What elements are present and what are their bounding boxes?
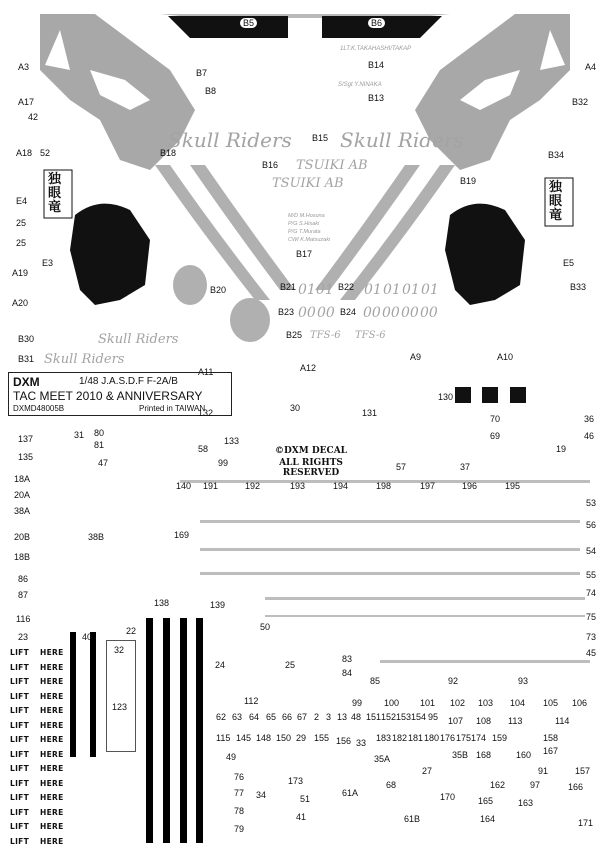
decal-label: 162: [490, 780, 506, 790]
decal-label: 57: [396, 462, 407, 472]
aircraft-number: 01: [402, 282, 420, 298]
decal-label: 108: [476, 716, 492, 726]
decal-label: 31: [74, 430, 85, 440]
decal-label: B21: [280, 282, 297, 292]
decal-label: 106: [572, 698, 588, 708]
decal-label: 45: [586, 648, 597, 658]
here-label: HERE: [40, 662, 64, 672]
decal-label: 53: [586, 498, 597, 508]
aircraft-number: 01: [421, 282, 439, 298]
decal-label: 116: [16, 614, 31, 624]
decal-label: A17: [18, 97, 35, 107]
lift-label: LIFT: [10, 793, 30, 802]
decal-label: 49: [226, 752, 237, 762]
kanji-right: 独眼竜: [549, 180, 563, 223]
origin-line: Printed in TAIWAN: [139, 404, 206, 413]
decal-label: 115: [216, 733, 231, 743]
decal-label: 175: [456, 733, 472, 743]
decal-label: B24: [340, 307, 357, 317]
decal-label: B23: [278, 307, 295, 317]
kanji-left: 独眼竜: [48, 172, 62, 215]
decal-label: 181: [408, 733, 424, 743]
decal-label: 145: [236, 733, 252, 743]
here-label: HERE: [40, 778, 64, 788]
decal-label: 102: [450, 698, 466, 708]
decal-label: 167: [543, 746, 559, 756]
crew-line: P/G S.Hisaki: [288, 221, 320, 227]
decal-label: 23: [18, 632, 29, 642]
decal-label: B30: [18, 334, 35, 344]
decal-label: 160: [516, 750, 532, 760]
decal-label: 86: [18, 574, 29, 584]
here-label: HERE: [40, 749, 64, 759]
decal-label: 2: [314, 712, 320, 722]
decal-label: 84: [342, 668, 353, 678]
decal-label: 70: [490, 414, 501, 424]
lift-label: LIFT: [10, 764, 30, 773]
decal-label: 38B: [88, 532, 105, 542]
decal-label: A4: [585, 62, 597, 72]
decal-label: 138: [154, 598, 170, 608]
dxm-logo: DXM: [13, 375, 40, 389]
decal-label: 18A: [14, 474, 31, 484]
lift-label: LIFT: [10, 648, 30, 657]
decal-label: 140: [176, 481, 192, 491]
lift-label: LIFT: [10, 720, 30, 730]
aircraft-number: 01: [298, 282, 316, 298]
decal-label: B22: [338, 282, 355, 292]
decal-label: B5: [240, 18, 257, 28]
decal-label: A11: [198, 367, 214, 377]
decal-label: A3: [18, 62, 30, 72]
decal-label: 27: [422, 766, 433, 776]
decal-label: 25: [16, 218, 27, 228]
decal-label: 19: [556, 444, 567, 454]
decal-label: 180: [424, 733, 440, 743]
here-label: HERE: [40, 735, 64, 744]
decal-label: 95: [428, 712, 439, 722]
stripe-frame: [106, 640, 136, 752]
decal-label: 69: [490, 431, 501, 441]
decal-label: 74: [586, 588, 597, 598]
decal-label: 63: [232, 712, 243, 722]
decal-label: 65: [266, 712, 277, 722]
decal-label: 55: [586, 570, 597, 580]
decal-label: 100: [384, 698, 400, 708]
decal-label: 54: [586, 546, 597, 556]
decal-label: 154: [411, 712, 427, 722]
decal-label: 68: [386, 780, 397, 790]
decal-label: 47: [98, 458, 109, 468]
decal-label: 75: [586, 612, 597, 622]
aircraft-number: 00: [420, 305, 438, 321]
decal-label: 148: [256, 733, 272, 743]
decal-label: 176: [440, 733, 456, 743]
decal-label: 32: [114, 645, 125, 655]
decal-label: E3: [42, 258, 54, 268]
decal-label: 52: [40, 148, 51, 158]
decal-label: 83: [342, 654, 353, 664]
decal-label: 139: [210, 600, 226, 610]
lift-label: LIFT: [10, 778, 30, 788]
decal-label: B7: [196, 68, 208, 78]
decal-label: 164: [480, 814, 496, 824]
decal-label: 81: [94, 440, 105, 450]
decal-label: 132: [198, 408, 214, 418]
decal-label: 73: [586, 632, 597, 642]
crew-line: CWI K.Matsuzaki: [288, 237, 331, 243]
aircraft-number: 00: [382, 305, 400, 321]
decal-label: B19: [460, 176, 477, 186]
decal-label: B34: [548, 150, 565, 160]
decal-label: 170: [440, 792, 456, 802]
decal-label: 131: [362, 408, 378, 418]
decal-label: 36: [584, 414, 595, 424]
aircraft-number: 00: [298, 305, 316, 321]
decal-label: 196: [462, 481, 478, 491]
decal-label: B16: [262, 160, 279, 170]
decal-label: 158: [543, 733, 559, 743]
decal-label: 101: [420, 698, 436, 708]
here-label: HERE: [40, 648, 64, 657]
decal-label: B15: [312, 133, 329, 143]
decal-label: B31: [18, 354, 35, 364]
decal-label: B20: [210, 285, 227, 295]
decal-label: B6: [368, 18, 385, 28]
scale-line: 1/48 J.A.S.D.F F-2A/B: [79, 376, 178, 387]
decal-label: 48: [351, 712, 362, 722]
tsuiki-line1: TSUIKI AB: [296, 158, 368, 173]
decal-label: 150: [276, 733, 292, 743]
decal-label: 85: [370, 676, 381, 686]
lift-label: LIFT: [10, 749, 30, 759]
aircraft-number: 01: [383, 282, 401, 298]
decal-label: 191: [203, 481, 219, 491]
lift-label: LIFT: [10, 807, 30, 817]
aircraft-number: 01: [364, 282, 382, 298]
aircraft-number: 01: [316, 282, 334, 298]
here-label: HERE: [40, 677, 64, 686]
lift-label: LIFT: [10, 691, 30, 701]
decal-label: 24: [215, 660, 226, 670]
decal-label: B14: [368, 60, 385, 70]
decal-label: 80: [94, 428, 105, 438]
lift-label: LIFT: [10, 735, 30, 744]
decal-label: 58: [198, 444, 209, 454]
decal-label: E4: [16, 196, 28, 206]
decal-label: A20: [12, 298, 29, 308]
lift-label: LIFT: [10, 706, 30, 715]
decal-label: 79: [234, 824, 245, 834]
decal-label: 169: [174, 530, 190, 540]
decal-label: 174: [471, 733, 487, 743]
decal-label: 20B: [14, 532, 31, 542]
copyright-line1: ©DXM DECAL: [274, 446, 348, 456]
decal-label: 99: [218, 458, 229, 468]
black-stripe: [163, 618, 170, 843]
decal-label: 35A: [374, 754, 391, 764]
decal-label: 93: [518, 676, 529, 686]
here-label: HERE: [40, 764, 64, 773]
decal-label: 153: [396, 712, 412, 722]
lift-label: LIFT: [10, 836, 30, 846]
decal-label: 112: [244, 696, 259, 706]
decal-label: 87: [18, 590, 29, 600]
decal-label: 38A: [14, 506, 31, 516]
here-label: HERE: [40, 836, 64, 846]
decal-label: B32: [572, 97, 589, 107]
here-label: HERE: [40, 706, 64, 715]
decal-label: 197: [420, 481, 436, 491]
decal-label: 61B: [404, 814, 421, 824]
decal-label: 33: [356, 738, 367, 748]
lift-label: LIFT: [10, 822, 30, 831]
event-line: TAC MEET 2010 & ANNIVERSARY: [13, 389, 203, 403]
copyright: [255, 446, 367, 478]
copyright-line2: ALL RIGHTS RESERVED: [279, 458, 343, 478]
decal-label: 76: [234, 772, 245, 782]
decal-label: 103: [478, 698, 494, 708]
here-label: HERE: [40, 720, 64, 730]
black-stripe: [180, 618, 187, 843]
decal-label: 194: [333, 481, 349, 491]
decal-label: 151: [366, 712, 382, 722]
tfs-left: TFS-6: [310, 330, 341, 341]
decal-label: A10: [497, 352, 514, 362]
decal-label: B33: [570, 282, 587, 292]
decal-label: B8: [205, 86, 217, 96]
decal-label: 113: [508, 716, 523, 726]
decal-label: 20A: [14, 490, 31, 500]
decal-label: 34: [256, 790, 267, 800]
decal-label: 56: [586, 520, 597, 530]
decal-label: 157: [575, 766, 591, 776]
decal-label: 62: [216, 712, 227, 722]
black-stripe: [90, 632, 96, 757]
decal-label: 30: [290, 403, 301, 413]
skull-riders-small-top: Skull Riders: [98, 332, 179, 347]
aircraft-number: 00: [317, 305, 335, 321]
decal-label: 152: [381, 712, 397, 722]
decal-label: 173: [288, 776, 304, 786]
aircraft-number: 00: [363, 305, 381, 321]
here-label: HERE: [40, 822, 64, 831]
pilot-name-top: 1LT.K.TAKAHASHI/TAKAP: [340, 46, 412, 52]
decal-label: 193: [290, 481, 306, 491]
decal-label: 66: [282, 712, 293, 722]
decal-label: A9: [410, 352, 422, 362]
decal-label: E5: [563, 258, 575, 268]
decal-label: A12: [300, 363, 317, 373]
decal-label: 51: [300, 794, 311, 804]
decal-label: 159: [492, 733, 508, 743]
here-label: HERE: [40, 793, 64, 802]
decal-label: 78: [234, 806, 245, 816]
skull-riders-small-bottom: Skull Riders: [44, 352, 125, 367]
decal-label: 22: [126, 626, 137, 636]
black-stripe: [146, 618, 153, 843]
decal-label: 64: [249, 712, 260, 722]
decal-label: 25: [285, 660, 296, 670]
decal-label: 18B: [14, 552, 31, 562]
decal-label: 46: [584, 431, 595, 441]
decal-label: 77: [234, 788, 245, 798]
decal-label: 13: [337, 712, 348, 722]
decal-label: 92: [448, 676, 459, 686]
decal-label: 192: [245, 481, 261, 491]
decal-label: 130: [438, 392, 454, 402]
crew-block: [288, 212, 330, 244]
black-stripe: [196, 618, 203, 843]
skull-riders-right: Skull Riders: [340, 128, 464, 152]
decal-label: 183: [376, 733, 392, 743]
decal-label: 91: [538, 766, 549, 776]
decal-label: 165: [478, 796, 494, 806]
tfs-right: TFS-6: [355, 330, 386, 341]
decal-label: 25: [16, 238, 27, 248]
lift-label: LIFT: [10, 662, 30, 672]
decal-label: 50: [260, 622, 271, 632]
decal-label: 135: [18, 452, 34, 462]
decal-label: 105: [543, 698, 559, 708]
decal-label: 171: [578, 818, 594, 828]
black-stripe: [70, 632, 76, 757]
decal-label: 168: [476, 750, 492, 760]
decal-label: 182: [392, 733, 408, 743]
decal-label: 40: [82, 632, 93, 642]
product-code: DXMD48005B: [13, 404, 65, 413]
tsuiki-line2: TSUIKI AB: [272, 176, 344, 191]
decal-label: B18: [160, 148, 177, 158]
decal-label: B17: [296, 249, 313, 259]
decal-label: 133: [224, 436, 240, 446]
decal-label: 163: [518, 798, 534, 808]
skull-riders-left: Skull Riders: [168, 128, 292, 152]
decal-label: 42: [28, 112, 39, 122]
crew-line: M/D M.Hosuna: [288, 213, 325, 219]
decal-label: 137: [18, 434, 34, 444]
decal-label: B13: [368, 93, 385, 103]
decal-label: 97: [530, 780, 541, 790]
here-label: HERE: [40, 691, 64, 701]
crew-line: P/G T.Murata: [288, 229, 321, 235]
decal-label: 29: [296, 733, 307, 743]
decal-label: 114: [555, 716, 570, 726]
decal-label: 67: [297, 712, 308, 722]
decal-label: 41: [296, 812, 307, 822]
decal-label: A19: [12, 268, 29, 278]
decal-label: 104: [510, 698, 526, 708]
decal-label: 107: [448, 716, 464, 726]
decal-label: 155: [314, 733, 330, 743]
pilot-name-second: S/Sgt Y.NINAKA: [338, 82, 382, 88]
decal-label: 35B: [452, 750, 469, 760]
decal-label: 156: [336, 736, 352, 746]
decal-label: 198: [376, 481, 392, 491]
decal-label: 166: [568, 782, 584, 792]
lift-label: LIFT: [10, 677, 30, 686]
decal-label: 61A: [342, 788, 359, 798]
decal-label: B25: [286, 330, 303, 340]
aircraft-number: 00: [401, 305, 419, 321]
decal-label: 195: [505, 481, 521, 491]
decal-label: 3: [326, 712, 332, 722]
decal-label: A18: [16, 148, 33, 158]
decal-label: 37: [460, 462, 471, 472]
decal-label: 123: [112, 702, 128, 712]
decal-label: 99: [352, 698, 363, 708]
here-label: HERE: [40, 807, 64, 817]
